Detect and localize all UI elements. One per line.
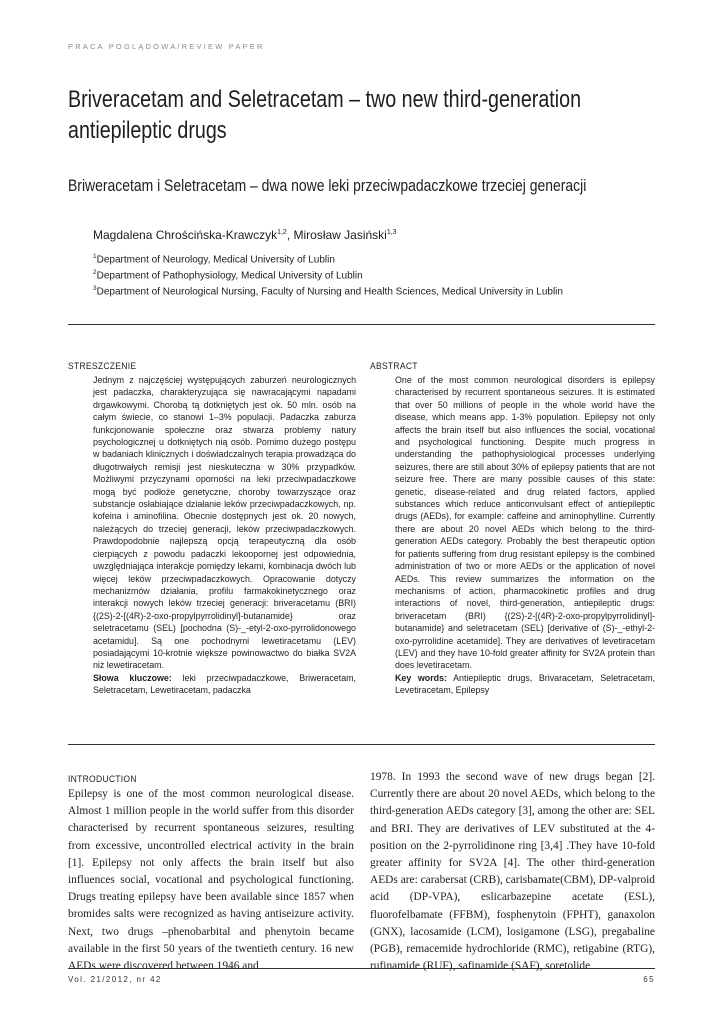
header-kicker: PRACA POGLĄDOWA/REVIEW PAPER bbox=[68, 42, 265, 51]
streszczenie-keywords bbox=[93, 672, 356, 697]
affiliation-text: Department of Neurological Nursing, Faculty of Nursing and Health Sciences, Medical University in Lublin bbox=[96, 286, 563, 298]
divider-top bbox=[68, 324, 655, 325]
author-separator: , bbox=[286, 228, 294, 242]
affiliation-number: 1 bbox=[93, 253, 97, 260]
authors-line bbox=[93, 228, 397, 242]
affiliation bbox=[93, 285, 563, 297]
abstract-keywords bbox=[395, 672, 655, 697]
author-affiliation-mark: 1,2 bbox=[277, 229, 287, 236]
keywords-list: leki przeciwpadaczkowe, Briweracetam, Seletracetam, Lewetiracetam, padaczka bbox=[93, 672, 356, 696]
footer-page-number: 65 bbox=[643, 975, 655, 984]
introduction-right-column bbox=[370, 769, 655, 975]
introduction-paragraph: Epilepsy is one of the most common neurological disease. Almost 1 million people in the world suffer from this disorder characterised by recurrent spontaneous seizures, resulting from excessive, uncontrolled electrical activity in the brain [1]. Epilepsy not only affects the brain itself but also influences social, vocational and psychological functioning. Drugs treating epilepsy have been available since 1857 when bromides salts were recognized as having antiseizure activity. Next, two drugs –phenobarbital and phenytoin became available in the first 50 years of the twentieth century. 16 new AEDs were discovered between 1946 and bbox=[68, 788, 354, 973]
affiliation-text: Department of Pathophysiology, Medical University of Lublin bbox=[96, 270, 363, 282]
introduction-paragraph: 1978. In 1993 the second wave of new drugs began [2]. Currently there are about 20 novel AEDs, which belong to the third-generation AEDs category [3], among the other are: SEL and BRI. They are derivatives of LEV substituted at the 4-position on the 2-pyrrolidinone ring [3,4] .They have 10-fold greater affinity for SV2A [4]. The other third-generation AEDs are: carabersat (CRB), carisbamate(CBM), DP-valproid acid (DP-VPA), eslicarbazepine acetate (ESL), fluorofelbamate (FFBM), fosphenytoin (FPHT), ganaxolon (GNX), lacosamide (LCM), losigamone (LSG), pregabaline (PGB), remacemide hydrochloride (RMC), retigabine (RTG), rufinamide (RUF), safinamide (SAF), soretolide bbox=[370, 771, 655, 973]
introduction-left-column bbox=[68, 786, 354, 975]
affiliation-text: Department of Neurology, Medical University of Lublin bbox=[96, 254, 335, 266]
article-title: Briveracetam and Seletracetam – two new third-generation antiepileptic drugs bbox=[68, 86, 582, 144]
streszczenie-heading: STRESZCZENIE bbox=[68, 361, 137, 372]
divider-footer bbox=[68, 968, 655, 969]
keywords-list: Antiepileptic drugs, Brivaracetam, Seletracetam, Levetiracetam, Epilepsy bbox=[395, 672, 655, 696]
affiliation bbox=[93, 253, 335, 265]
author-name: Mirosław Jasiński bbox=[293, 228, 387, 242]
keywords-label: Key words: bbox=[395, 672, 447, 683]
streszczenie-body: Jednym z najczęściej występujących zaburzeń neurologicznych jest padaczka, charakteryzująca się nawracającymi napadami drgawkowymi. Chorobą tą dotkniętych jest ok. 50 mln. osób na całym świecie, co stanowi 1–3% populacji. Padaczka zaburza funkcjonowanie społeczne oraz stwarza problemy natury psychologicznej u dotkniętych nią osób. Pomimo dużego postępu w badaniach klinicznych i doświadczalnych terapia prowadząca do długotrwałych remisji jest nieskuteczna w 30% przypadków. Możliwymi przyczynami oporności na leki przeciwpadaczkowe mogą być podłoże genetyczne, choroby towarzyszące oraz substancje osłabiające działanie leków przeciwpadaczkowych, np. kofeina i aminofilina. Obecnie dostępnych jest ok. 20 nowych, należących do trzeciej generacji, leków przeciwpadaczkowych. Prawdopodobnie najlepszą opcją terapeutyczną dla osób cierpiących z powodu padaczki lekoopornej jest odpowiednia, uwzględniająca interakcje pomiędzy lekami, kombinacja dwóch lub więcej leków przeciwpadaczkowych. Opracowanie dotyczy mechanizmów działania, profilu farmakokinetycznego oraz interakcji nowych leków trzeciej generacji: briveracetamu (BRI) {(2S)-2-[(4R)-2-oxo-propylpyrrolidinyl]-butanamide} oraz seletracetamu (SEL) [pochodna (S)-_-etyl-2-oxo-pyrrolidonowego acetamidu]. Są one pochodnymi lewetiracetamu (LEV) posiadającymi 10-krotnie większe powinowactwo do białka SV2A niż lewetiracetam. bbox=[93, 375, 356, 671]
divider-middle bbox=[68, 744, 655, 745]
keywords-label: Słowa kluczowe: bbox=[93, 672, 172, 683]
author-name: Magdalena Chrościńska-Krawczyk bbox=[93, 228, 278, 242]
affiliation-number: 3 bbox=[93, 285, 97, 292]
author-affiliation-mark: 1,3 bbox=[386, 229, 397, 236]
affiliation bbox=[93, 269, 363, 281]
article-subtitle: Briweracetam i Seletracetam – dwa nowe leki przeciwpadaczkowe trzeciej generacji bbox=[68, 176, 587, 195]
streszczenie-block bbox=[93, 374, 356, 697]
introduction-heading: INTRODUCTION bbox=[68, 774, 137, 785]
abstract-body: One of the most common neurological disorders is epilepsy characterised by recurrent spontaneous seizures. It is estimated that over 50 millions of people in the whole world have the disease, which means app. 1-3% population. Epilepsy not only affects the brain itself but also influences the social, vocational and psychological functioning. Despite much progress in understanding the pathophysiological processes underlying seizures, there are still about 30% of epilepsy patients that are not seizure free. There are many possible causes of this state: genetic, disease-related and drug related factors, applied substances which reduce anticonvulsant effect of antiepileptic drugs (AEDs), for example: caffeine and aminophylline. Currently there are about 20 novel AEDs which belong to the third-generation AEDs category. Probably the best therapeutic option for patients suffering from drug resistant epilepsy is the combined administration of two or more AEDs or the application of novel AEDs. This review summarizes the information on the mechanisms of action, pharmacokinetic profiles and drug interactions of novel, third-generation, antiepileptic drugs: briveracetam (BRI) {(2S)-2-[(4R)-2-oxo-propylpyrrolidinyl]-butanamide} and seletracetam (SEL) [derivative of (S)-_-ethyl-2-oxo-pyrrolidine acetamide]. They are derivatives of levetiracetam (LEV) and they have 10-fold greater affinity for SV2A protein than does levetiracetam. bbox=[395, 375, 655, 671]
footer-journal: Vol. 21/2012, nr 42 bbox=[68, 975, 162, 984]
abstract-block bbox=[395, 374, 655, 697]
affiliation-number: 2 bbox=[93, 269, 97, 276]
abstract-heading: ABSTRACT bbox=[370, 361, 418, 372]
